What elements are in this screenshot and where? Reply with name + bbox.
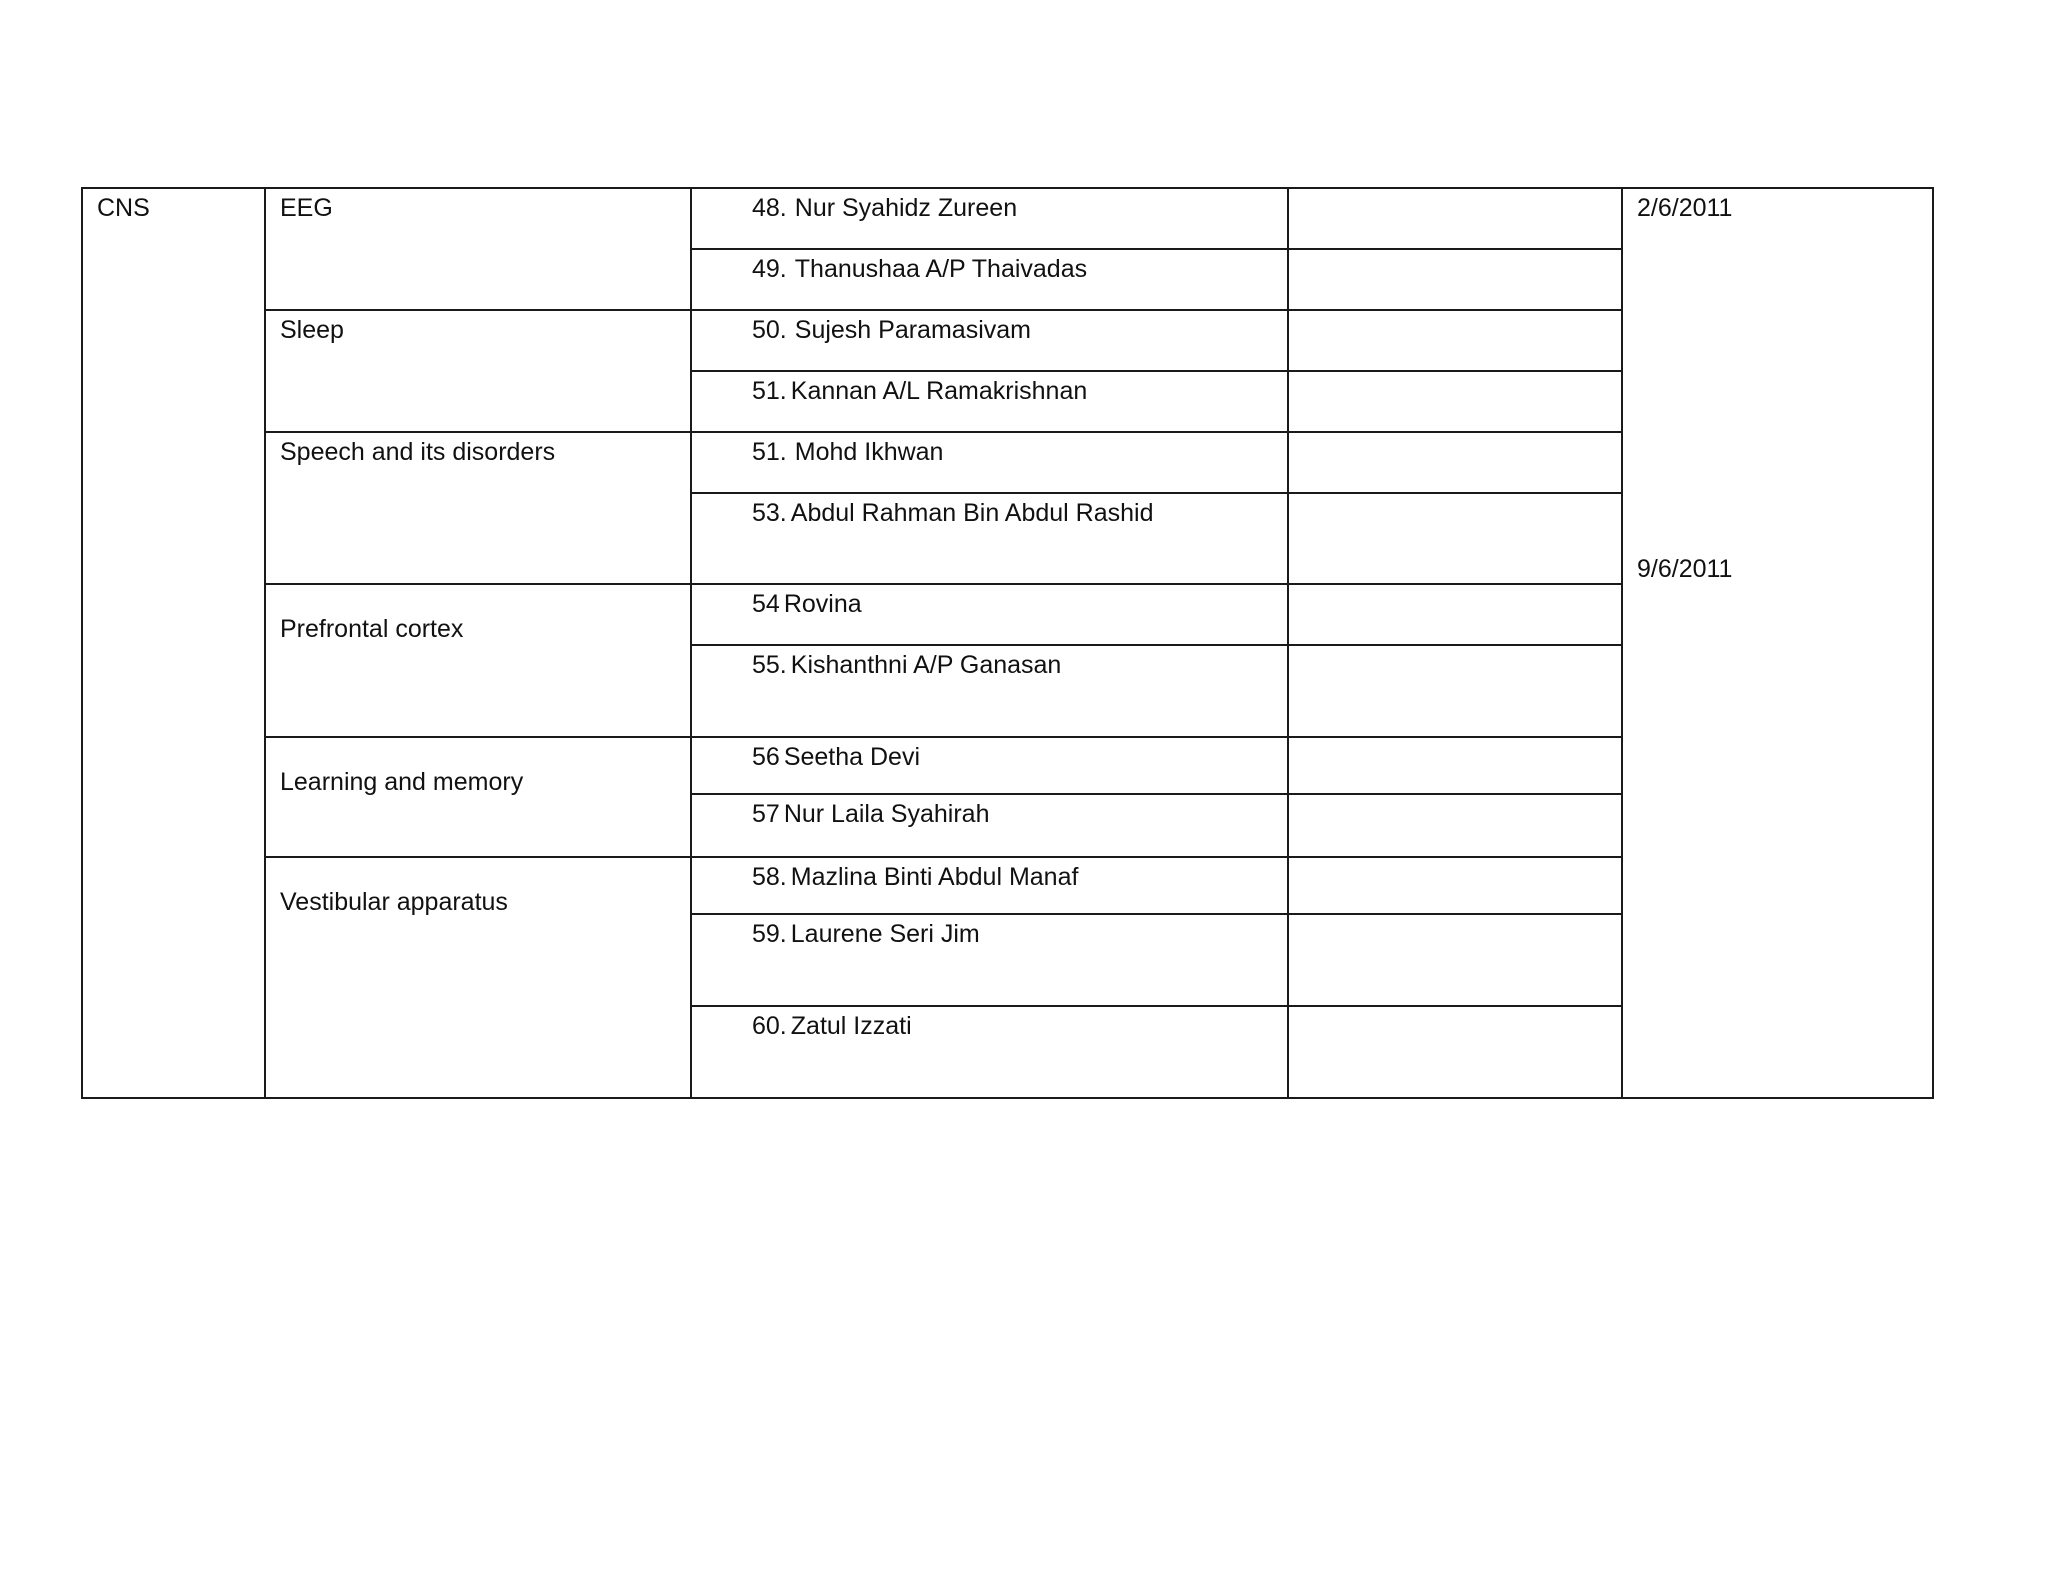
blank-cell <box>1288 493 1622 584</box>
student-name: Laurene Seri Jim <box>790 920 980 948</box>
blank-cell <box>1288 310 1622 371</box>
topic-cell <box>265 188 691 310</box>
blank-cell <box>1288 188 1622 249</box>
topic-cell <box>265 737 691 857</box>
student-number: 48. <box>752 194 787 222</box>
name-cell <box>691 432 1288 493</box>
topic-label: Speech and its disorders <box>280 438 556 466</box>
student-number: 58. <box>752 863 787 891</box>
student-number: 56 <box>752 743 780 771</box>
student-name: Mazlina Binti Abdul Manaf <box>790 863 1079 891</box>
name-cell <box>691 249 1288 310</box>
topic-label: Learning and memory <box>280 768 524 796</box>
blank-cell <box>1288 432 1622 493</box>
topic-label: Vestibular apparatus <box>280 888 508 916</box>
student-name: Abdul Rahman Bin Abdul Rashid <box>790 499 1154 527</box>
date-cell <box>1622 188 1933 1098</box>
topic-label: Prefrontal cortex <box>280 615 464 643</box>
student-name: Rovina <box>783 590 862 618</box>
blank-cell <box>1288 371 1622 432</box>
date-label: 9/6/2011 <box>1637 555 1733 583</box>
name-cell <box>691 794 1288 857</box>
blank-cell <box>1288 794 1622 857</box>
name-cell <box>691 371 1288 432</box>
name-cell <box>691 645 1288 737</box>
name-cell <box>691 493 1288 584</box>
system-cell <box>82 188 265 1098</box>
topic-cell <box>265 857 691 1098</box>
student-number: 57 <box>752 800 780 828</box>
blank-cell <box>1288 249 1622 310</box>
date-label: 2/6/2011 <box>1637 194 1733 222</box>
student-number: 53. <box>752 499 787 527</box>
blank-cell <box>1288 737 1622 794</box>
student-name: Kannan A/L Ramakrishnan <box>790 377 1088 405</box>
student-name: Nur Syahidz Zureen <box>794 194 1018 222</box>
student-name: Nur Laila Syahirah <box>783 800 990 828</box>
student-number: 59. <box>752 920 787 948</box>
student-number: 51. <box>752 377 787 405</box>
student-number: 51. <box>752 438 787 466</box>
topic-cell <box>265 310 691 432</box>
student-number: 49. <box>752 255 787 283</box>
student-name: Mohd Ikhwan <box>794 438 944 466</box>
name-cell <box>691 1006 1288 1098</box>
name-cell <box>691 737 1288 794</box>
blank-cell <box>1288 1006 1622 1098</box>
student-number: 54 <box>752 590 780 618</box>
name-cell <box>691 857 1288 914</box>
name-cell <box>691 310 1288 371</box>
student-name: Thanushaa A/P Thaivadas <box>794 255 1088 283</box>
topic-label: Sleep <box>280 316 344 344</box>
student-number: 50. <box>752 316 787 344</box>
topic-cell <box>265 584 691 737</box>
blank-cell <box>1288 914 1622 1006</box>
name-cell <box>691 914 1288 1006</box>
system-label: CNS <box>97 194 150 222</box>
blank-cell <box>1288 584 1622 645</box>
topic-label: EEG <box>280 194 333 222</box>
student-name: Zatul Izzati <box>790 1012 912 1040</box>
student-number: 55. <box>752 651 787 679</box>
name-cell <box>691 584 1288 645</box>
table-row <box>82 188 1933 249</box>
student-name: Kishanthni A/P Ganasan <box>790 651 1062 679</box>
student-name: Seetha Devi <box>783 743 921 771</box>
blank-cell <box>1288 645 1622 737</box>
blank-cell <box>1288 857 1622 914</box>
topic-cell <box>265 432 691 584</box>
name-cell <box>691 188 1288 249</box>
student-name: Sujesh Paramasivam <box>794 316 1031 344</box>
student-number: 60. <box>752 1012 787 1040</box>
schedule-table <box>81 187 1934 1099</box>
